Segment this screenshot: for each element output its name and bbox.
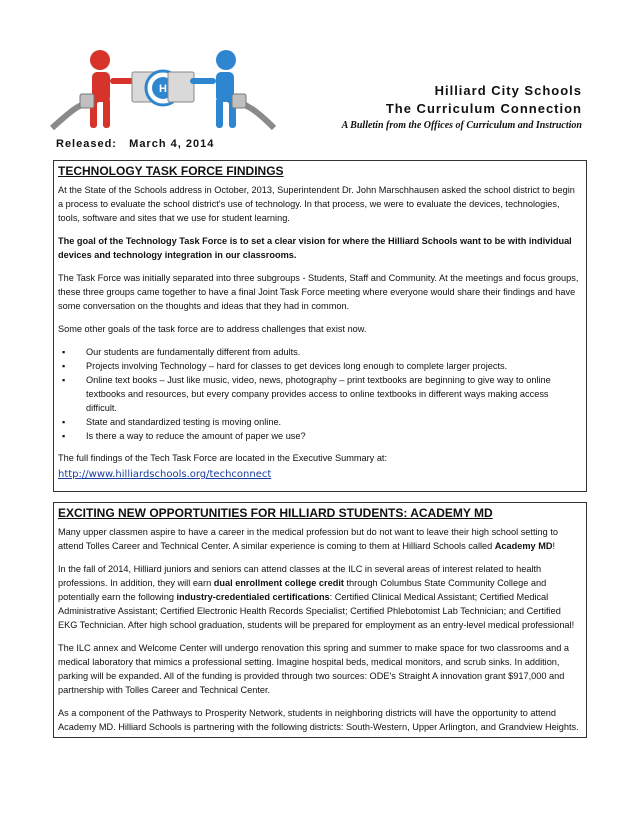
tagline: A Bulletin from the Offices of Curriculum and Instruction (341, 120, 582, 131)
organization-name: Hilliard City Schools (434, 83, 582, 98)
released-date: March 4, 2014 (129, 138, 215, 150)
paragraph: The ILC annex and Welcome Center will undergo renovation this spring and summer to make space for two classrooms and a medical laboratory that mimics a professional setting. Imagine hospital beds, medical monitors, and scrub sinks. In addition, parking will be expanded. All of the funding is provided through two sources: ODE's Straight A innovation grant $917,000 and partnership with Tolles Career and Technical Center. (58, 643, 570, 695)
released-label: Released: (56, 138, 117, 150)
list-item: ▪ State and standardized testing is moving online. (58, 415, 582, 429)
paragraph: At the State of the Schools address in October, 2013, Superintendent Dr. John Marschhausen asked the school district to begin a process to evaluate the school district's use of technology. In that process, we were to evaluate the devices, technologies, tools, software and sites that we use for student learning. (58, 185, 575, 223)
goal-statement: The goal of the Technology Task Force is to set a clear vision for where the Hilliard Schools want to be with individual devices and technology integration in our classrooms. (58, 236, 572, 260)
two-figures-plug-connect-icon (50, 42, 276, 138)
paragraph: As a component of the Pathways to Prosperity Network, students in neighboring districts will have the opportunity to attend Academy MD. Hilliard Schools is partnering with the following districts: South-Western, Upper Arlington, and Grandview Heights. (58, 708, 579, 732)
masthead (342, 82, 582, 134)
section-title: EXCITING NEW OPPORTUNITIES FOR HILLIARD STUDENTS: ACADEMY MD (58, 506, 493, 520)
paragraph: Many upper classmen aspire to have a career in the medical profession but do not want to leave their high school setting to attend Tolles Career and Technical Center. A similar experience is coming to them at Hilliard Schools called Academy MD! (58, 527, 558, 551)
paragraph: Some other goals of the task force are to address challenges that exist now. (58, 324, 367, 334)
techconnect-link[interactable]: http://www.hilliardschools.org/techconnect (58, 469, 272, 480)
list-item: ▪ Is there a way to reduce the amount of paper we use? (58, 429, 582, 443)
challenges-list (58, 345, 582, 443)
svg-text:H: H (159, 83, 167, 95)
list-item: ▪ Our students are fundamentally different from adults. (58, 345, 582, 359)
section-title: TECHNOLOGY TASK FORCE FINDINGS (58, 164, 284, 178)
section-technology-task-force (53, 160, 587, 492)
release-date-line (56, 138, 214, 150)
paragraph: The full findings of the Tech Task Force are located in the Executive Summary at: (58, 453, 388, 463)
paragraph: The Task Force was initially separated into three subgroups - Students, Staff and Community. At the meetings and focus groups, these three groups came together to have a final Joint Task Force meeting where everyone would share their findings and have some conversation on the thoughts and ideas that they had in common. (58, 273, 579, 311)
section-academy-md (53, 502, 587, 738)
paragraph: In the fall of 2014, Hilliard juniors and seniors can attend classes at the ILC in several areas of interest related to health professions. In addition, they will earn dual enrollment college credit through Columbus State Community College and potentially earn the following industry-credentialed certifications: Certified Clinical Medical Assistant; Certified Medical Administrative Assistant; Certified Electronic Health Records Specialist; Certified Phlebotomist Lab Technician; and Certified EKG Technician. After high school graduation, students will be prepared for employment as an entry-level medical professional! (58, 564, 575, 630)
publication-title: The Curriculum Connection (385, 101, 582, 116)
list-item: ▪ Projects involving Technology – hard for classes to get devices long enough to complete larger projects. (58, 359, 582, 373)
list-item: ▪ Online text books – Just like music, video, news, photography – print textbooks are beginning to give way to online textbooks and resources, but every company provides access to online textbooks in different ways making access difficult. (58, 373, 582, 415)
